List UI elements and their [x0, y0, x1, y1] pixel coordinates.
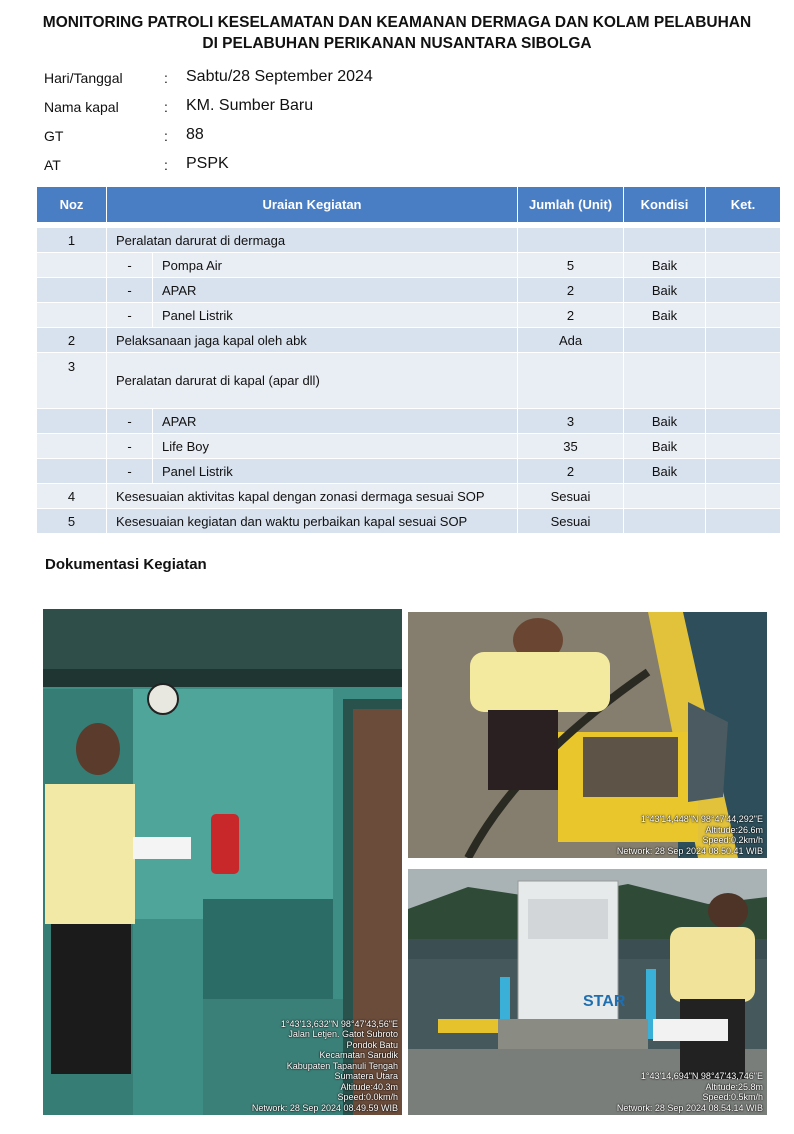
info-colon: : — [164, 157, 168, 173]
cell-cond: Baik — [624, 253, 706, 278]
cell-cond — [624, 228, 706, 253]
info-value: PSPK — [186, 155, 229, 172]
photo-1-geotag — [252, 1019, 398, 1114]
cell-ket — [706, 434, 781, 459]
photo-3-geotag — [617, 1071, 763, 1113]
cell-ket — [706, 484, 781, 509]
cell-no: 5 — [37, 509, 107, 534]
cell-desc: Kesesuaian aktivitas kapal dengan zonasi dermaga sesuai SOP — [107, 484, 518, 509]
cell-desc: Peralatan darurat di kapal (apar dll) — [107, 353, 518, 409]
geotag-line: Pondok Batu — [346, 1039, 398, 1050]
table-row — [37, 353, 781, 409]
header-no: Noz — [37, 187, 107, 223]
table-body — [37, 228, 781, 534]
cell-dash: - — [107, 278, 153, 303]
cell-qty: 2 — [518, 278, 624, 303]
cell-cond: Baik — [624, 303, 706, 328]
cell-no — [37, 459, 107, 484]
cell-qty: 2 — [518, 459, 624, 484]
info-colon: : — [164, 99, 168, 115]
cell-no: 1 — [37, 228, 107, 253]
documentation-title: Dokumentasi Kegiatan — [45, 556, 207, 573]
cell-cond: Baik — [624, 459, 706, 484]
cell-no: 3 — [37, 353, 107, 409]
cell-qty: Sesuai — [518, 484, 624, 509]
cell-ket — [706, 409, 781, 434]
cell-cond — [624, 484, 706, 509]
cell-desc: APAR — [153, 409, 518, 434]
cell-desc: Panel Listrik — [153, 459, 518, 484]
table-row — [37, 278, 781, 303]
geotag-line: Altitude:26.6m — [705, 824, 763, 835]
title-line-2: DI PELABUHAN PERIKANAN NUSANTARA SIBOLGA — [202, 35, 592, 52]
cell-desc: Kesesuaian kegiatan dan waktu perbaikan kapal sesuai SOP — [107, 509, 518, 534]
station-sign-text: STAR — [583, 993, 626, 1010]
cell-desc: Panel Listrik — [153, 303, 518, 328]
table-row — [37, 459, 781, 484]
cell-no — [37, 303, 107, 328]
cell-no — [37, 253, 107, 278]
cell-ket — [706, 328, 781, 353]
geotag-line: Network: 28 Sep 2024 08.54.14 WIB — [616, 1102, 763, 1113]
header-quantity: Jumlah (Unit) — [518, 187, 624, 223]
table-row — [37, 303, 781, 328]
header-condition: Kondisi — [624, 187, 706, 223]
cell-desc: Pompa Air — [153, 253, 518, 278]
cell-qty: 2 — [518, 303, 624, 328]
geotag-line: Speed:0.0km/h — [337, 1092, 398, 1102]
cell-ket — [706, 459, 781, 484]
geotag-line: Kabupaten Tapanuli Tengah — [286, 1060, 398, 1071]
cell-ket — [706, 228, 781, 253]
cell-ket — [706, 509, 781, 534]
cell-qty: Sesuai — [518, 509, 624, 534]
cell-dash: - — [107, 409, 153, 434]
cell-dash: - — [107, 459, 153, 484]
geotag-line: Sumatera Utara — [334, 1071, 398, 1081]
title-line-1: MONITORING PATROLI KESELAMATAN DAN KEAMANAN DERMAGA DAN KOLAM PELABUHAN — [42, 14, 752, 31]
cell-ket — [706, 303, 781, 328]
cell-qty: 35 — [518, 434, 624, 459]
cell-dash: - — [107, 253, 153, 278]
photo-2-geotag — [617, 814, 763, 856]
document-title — [0, 12, 794, 54]
cell-cond — [624, 328, 706, 353]
cell-cond: Baik — [624, 409, 706, 434]
cell-cond: Baik — [624, 434, 706, 459]
geotag-line: 1°43'14,694"N 98°47'43,746"E — [640, 1071, 763, 1081]
cell-no — [37, 278, 107, 303]
info-label: AT — [44, 157, 61, 173]
table-header-row — [37, 187, 781, 223]
table-row — [37, 484, 781, 509]
cell-no: 4 — [37, 484, 107, 509]
cell-desc: Pelaksanaan jaga kapal oleh abk — [107, 328, 518, 353]
geotag-line: Network: 28 Sep 2024 08.50.41 WIB — [616, 845, 763, 856]
info-label: Hari/Tanggal — [44, 70, 123, 86]
geotag-line: Speed:0.5km/h — [702, 1092, 763, 1102]
geotag-line: 1°43'14,448"N 98°47'44,292"E — [640, 814, 763, 824]
info-value: 88 — [186, 126, 204, 143]
geotag-line: Jalan Letjen. Gatot Subroto — [288, 1029, 398, 1039]
geotag-line: Network: 28 Sep 2024 08.49.59 WIB — [251, 1102, 398, 1113]
info-label: GT — [44, 128, 64, 144]
photo-power-station — [408, 869, 767, 1115]
cell-ket — [706, 278, 781, 303]
geotag-line: 1°43'13,632"N 98°47'43,56"E — [280, 1018, 398, 1029]
table-row — [37, 228, 781, 253]
info-colon: : — [164, 128, 168, 144]
cell-qty: Ada — [518, 328, 624, 353]
cell-desc: Life Boy — [153, 434, 518, 459]
table-row — [37, 328, 781, 353]
geotag-line: Altitude:25.8m — [705, 1081, 763, 1092]
cell-dash: - — [107, 434, 153, 459]
cell-qty — [518, 228, 624, 253]
cell-ket — [706, 253, 781, 278]
table-row — [37, 409, 781, 434]
info-value: Sabtu/28 September 2024 — [186, 68, 373, 85]
cell-cond — [624, 353, 706, 409]
table-row — [37, 434, 781, 459]
cell-ket — [706, 353, 781, 409]
info-label: Nama kapal — [44, 99, 119, 115]
info-colon: : — [164, 70, 168, 86]
cell-qty — [518, 353, 624, 409]
cell-desc: Peralatan darurat di dermaga — [107, 228, 518, 253]
table-row — [37, 253, 781, 278]
cell-dash: - — [107, 303, 153, 328]
photo-ship-cabin — [43, 609, 402, 1115]
cell-no: 2 — [37, 328, 107, 353]
cell-no — [37, 434, 107, 459]
header-remarks: Ket. — [706, 187, 781, 223]
cell-no — [37, 409, 107, 434]
table-row — [37, 509, 781, 534]
cell-qty: 3 — [518, 409, 624, 434]
header-description: Uraian Kegiatan — [107, 187, 518, 223]
cell-desc: APAR — [153, 278, 518, 303]
geotag-line: Speed:0.2km/h — [702, 835, 763, 845]
activity-table — [36, 186, 781, 534]
info-value: KM. Sumber Baru — [186, 97, 314, 114]
cell-cond — [624, 509, 706, 534]
cell-cond: Baik — [624, 278, 706, 303]
geotag-line: Kecamatan Sarudik — [319, 1050, 398, 1060]
photo-dock-panel — [408, 612, 767, 858]
geotag-line: Altitude:40.3m — [340, 1081, 398, 1092]
cell-qty: 5 — [518, 253, 624, 278]
